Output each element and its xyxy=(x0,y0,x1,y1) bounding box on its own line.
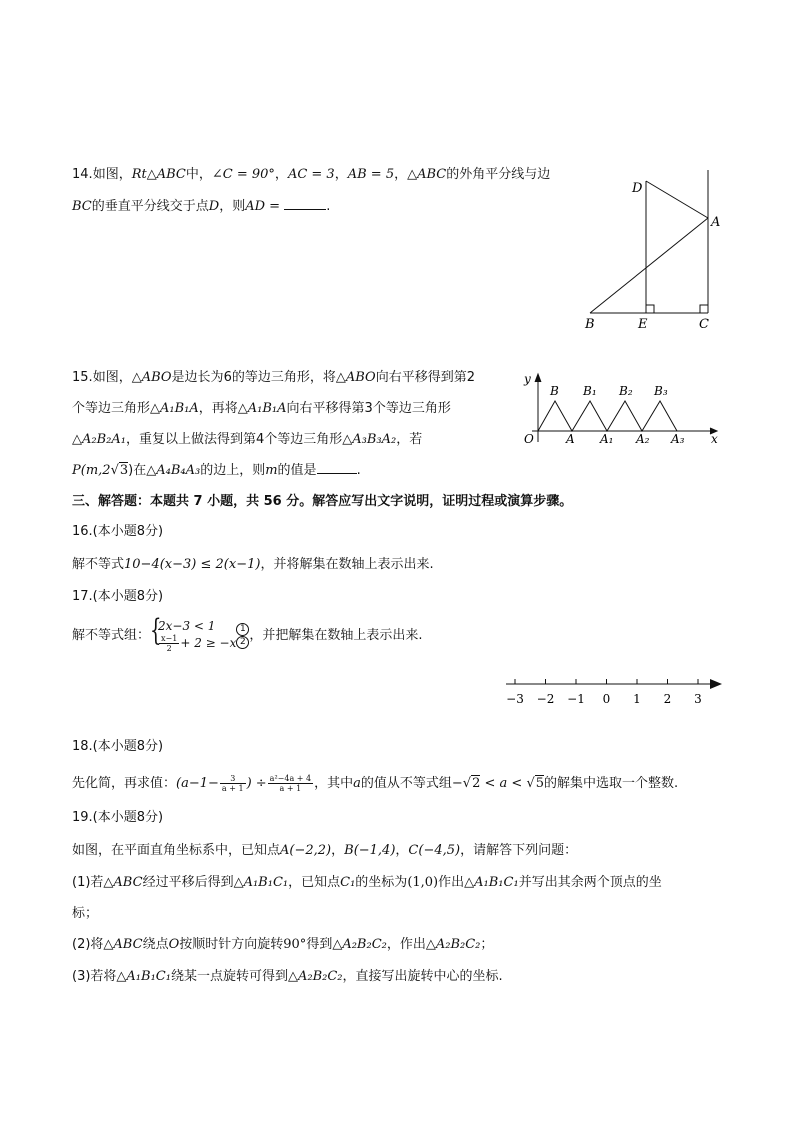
label-B: B xyxy=(550,384,559,398)
q19-part3: (3)若将△A₁B₁C₁绕某一点旋转可得到△A₂B₂C₂，直接写出旋转中心的坐标. xyxy=(72,969,503,984)
label-A: A xyxy=(566,432,575,446)
right-angle-E xyxy=(646,305,654,313)
label-B1: B₁ xyxy=(583,384,597,398)
label-E: E xyxy=(638,317,648,332)
figure-15 xyxy=(520,370,725,450)
tick-label: −2 xyxy=(536,692,555,706)
q19-part2: (2)将△ABC绕点O按顺时针方向旋转90°得到△A₂B₂C₂，作出△A₂B₂C₂； xyxy=(72,937,494,952)
label-A1: A₁ xyxy=(600,432,614,446)
line-B-A xyxy=(590,218,708,313)
figure-14 xyxy=(580,170,730,335)
q19-part1-cont: 标； xyxy=(72,906,99,921)
q14-number: 14. xyxy=(72,167,93,182)
label-B2: B₂ xyxy=(619,384,633,398)
number-line xyxy=(500,672,725,712)
q15-line4: P(m,2√3)在△A₄B₄A₃的边上，则m的值是 . xyxy=(72,463,361,478)
answer-blank[interactable] xyxy=(284,197,326,210)
label-A2: A₂ xyxy=(636,432,650,446)
q19-intro: 如图，在平面直角坐标系中，已知点A(−2,2)，B(−1,4)，C(−4,5)，请解答下列问题： xyxy=(72,843,578,858)
label-A3: A₃ xyxy=(671,432,685,446)
label-C: C xyxy=(699,317,709,332)
label-x: x xyxy=(711,432,718,446)
q19-header: 19.(本小题8分) xyxy=(72,810,164,825)
label-B3: B₃ xyxy=(654,384,668,398)
label-y: y xyxy=(524,372,531,386)
q16-text: 解不等式10−4(x−3) ≤ 2(x−1)，并将解集在数轴上表示出来. xyxy=(72,557,434,572)
q15-line3: △A₂B₂A₁，重复以上做法得到第4个等边三角形△A₃B₃A₂，若 xyxy=(72,432,423,447)
label-A: A xyxy=(711,215,721,230)
number-line-arrow xyxy=(710,679,722,689)
right-angle-C xyxy=(700,305,708,313)
tick-label: 2 xyxy=(663,692,672,706)
q19-part1: (1)若△ABC经过平移后得到△A₁B₁C₁，已知点C₁的坐标为(1,0)作出△A₁B₁C₁并写出其余两个顶点的坐 xyxy=(72,875,662,890)
label-B: B xyxy=(585,317,595,332)
section-3-heading: 三、解答题：本题共 7 小题，共 56 分。解答应写出文字说明，证明过程或演算步骤。 xyxy=(72,494,573,509)
q18-header: 18.(本小题8分) xyxy=(72,739,164,754)
tick-label: 0 xyxy=(602,692,611,706)
q14-line1: 14.如图，Rt△ABC中，∠C = 90°，AC = 3，AB = 5，△ABC的外角平分线与边 xyxy=(72,167,551,182)
line-D-A xyxy=(646,181,708,218)
inequality-system: { 2x−3 < 1 $\frac{x-1}{2}$ + 2 ≥ −x xyxy=(150,613,237,653)
q17-text: 解不等式组： { 2x−3 < 1 $\frac{x-1}{2}$ + 2 ≥ −x $\frac{1}{2}$ ，并把解集在数轴上表示出来. xyxy=(72,613,423,653)
tick-label: 1 xyxy=(633,692,641,706)
q16-header: 16.(本小题8分) xyxy=(72,524,164,539)
q14-line2: BC的垂直平分线交于点D，则AD = . xyxy=(72,199,331,214)
answer-blank[interactable] xyxy=(317,461,357,474)
q15-line2: 个等边三角形△A₁B₁A，再将△A₁B₁A向右平移得第3个等边三角形 xyxy=(72,401,451,416)
q15-number: 15. xyxy=(72,370,93,385)
label-O: O xyxy=(524,432,534,446)
triangles-zigzag xyxy=(538,401,677,431)
q18-text: 先化简，再求值：(a−1− $\frac{3}{a + 1}$ ) ÷ $\frac{\text{a²−4a + 4}}{a + 1}$ ，其中a的值从不等式组−√2 < a < √5的解集中选取一个整数. xyxy=(72,774,679,793)
y-arrow xyxy=(535,374,541,382)
q15-line1: 15.如图，△ABO是边长为6的等边三角形，将△ABO向右平移得到第2 xyxy=(72,370,475,385)
tick-label: −3 xyxy=(506,692,524,706)
tick-label: 3 xyxy=(694,692,702,706)
tick-label: −1 xyxy=(567,692,585,706)
label-D: D xyxy=(632,181,643,196)
q17-header: 17.(本小题8分) xyxy=(72,589,164,604)
